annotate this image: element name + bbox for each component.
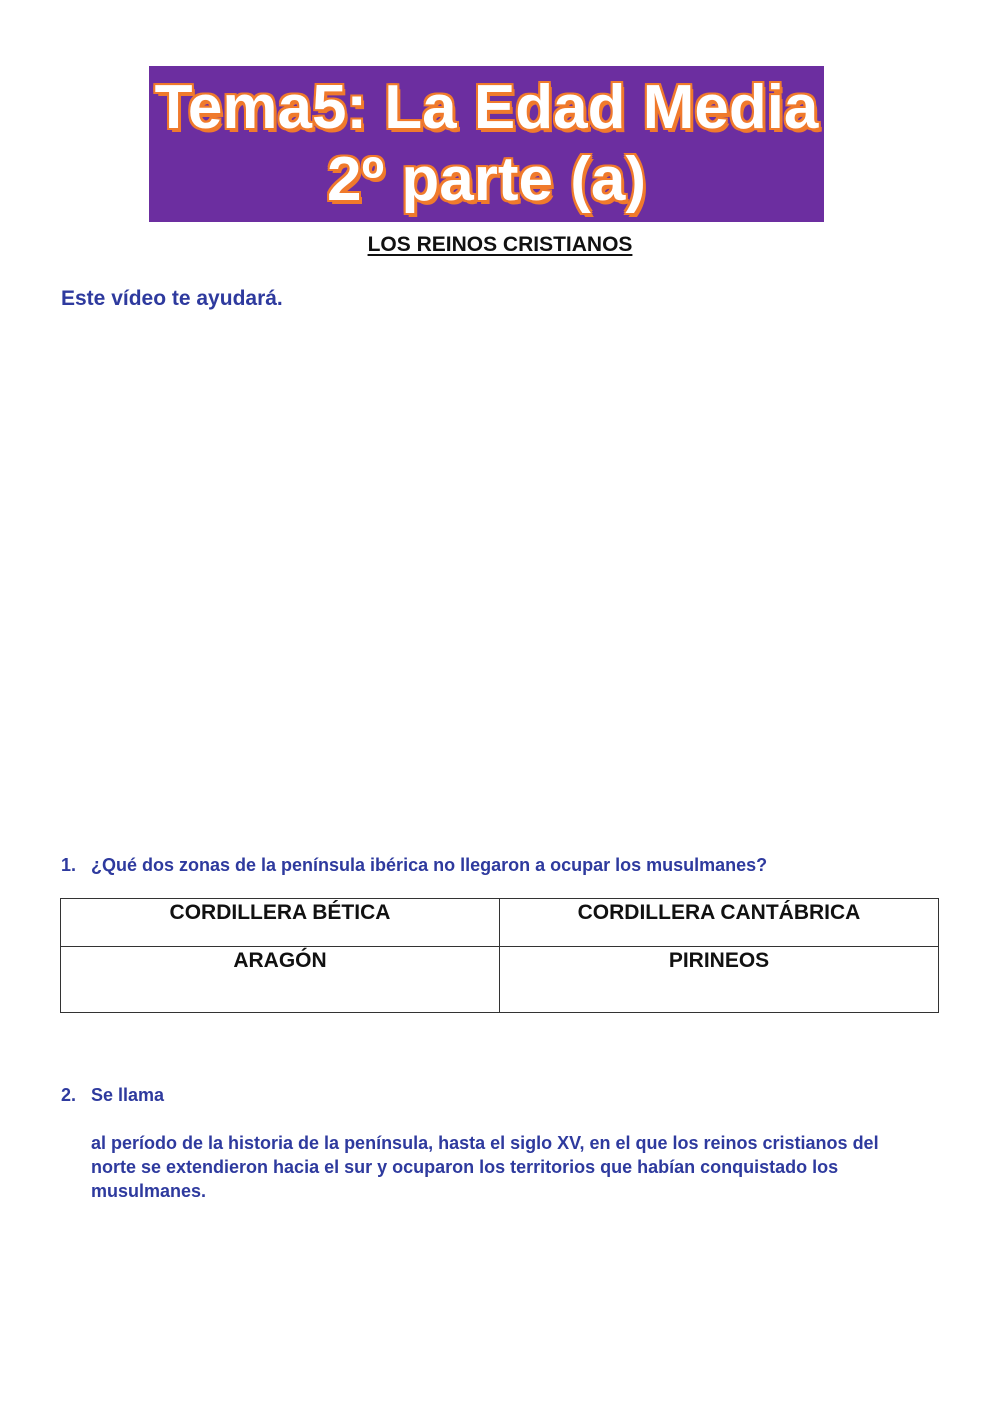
title-line-2: 2º parte (a) [327, 145, 646, 214]
section-subtitle: LOS REINOS CRISTIANOS [367, 233, 633, 256]
option-aragon[interactable]: ARAGÓN [61, 947, 500, 1013]
table-row [61, 947, 939, 1013]
question-1-number: 1. [61, 855, 77, 875]
question-2-body: al período de la historia de la península, hasta el siglo XV, en el que los reinos cristianos del norte se extendieron hacia el sur y ocuparon los territorios que habían conquistado los musulmanes. [91, 1133, 879, 1201]
question-1-text: ¿Qué dos zonas de la península ibérica no llegaron a ocupar los musulmanes? [91, 855, 768, 875]
question-2-number: 2. [61, 1085, 77, 1105]
option-pirineos[interactable]: PIRINEOS [500, 947, 939, 1013]
table-row [61, 899, 939, 947]
title-line-1: Tema5: La Edad Media [154, 73, 819, 142]
video-hint: Este vídeo te ayudará. [61, 287, 283, 310]
option-cordillera-betica[interactable]: CORDILLERA BÉTICA [61, 899, 500, 947]
title-banner [149, 66, 824, 222]
question-2-text: Se llama [91, 1085, 165, 1105]
option-cordillera-cantabrica[interactable]: CORDILLERA CANTÁBRICA [500, 899, 939, 947]
answer-options-table [60, 898, 939, 1013]
question-1 [61, 855, 767, 876]
question-2 [61, 1085, 164, 1106]
